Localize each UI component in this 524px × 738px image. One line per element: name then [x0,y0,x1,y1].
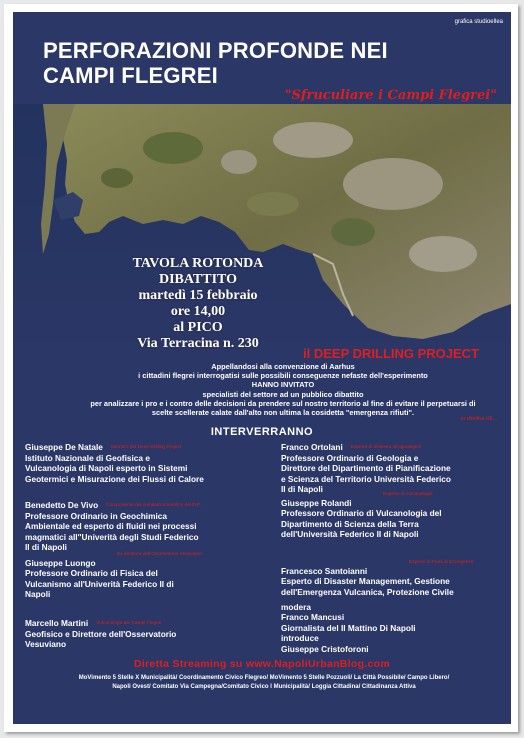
intro-line: specialisti del settore ad un pubblico dibattito [202,389,364,399]
organizers-line: Napoli Ovest/ Comitato Via Campegna/Comitato Civico I Municipalità/ Loggia Cittadina/ Cittadinanza Attiva [112,683,416,690]
event-line: TAVOLA ROTONDA [132,256,264,271]
speaker-note: Componente del comitato scientifico del D.P. [106,502,201,508]
speaker-block [281,560,507,597]
title-line: PERFORAZIONI PROFONDE NEI [43,38,388,63]
title-line: CAMPI FLEGREI [43,63,218,88]
speaker-desc: Vulcanologia di Napoli esperto in Sistemi [25,463,188,474]
speaker-desc: Geofisico e Direttore dell'Osservatorio [25,629,177,640]
speaker-desc: dell'Emergenza Vulcanica, Protezione Civile [281,586,454,597]
organizers [29,674,499,691]
speaker-name: Benedetto De Vivo [25,500,99,510]
event-address: Via Terracina n. 230 [137,336,259,351]
speaker-desc: Geotermici e Misurazione dei Flussi di Calore [25,473,204,484]
speaker-name: Giuseppe Rolandi [281,498,352,508]
speaker-block [25,552,255,600]
intro-line: scelte scellerate calate dall'alto non ultima la cosidetta "emergenza rifiuti". [151,408,415,418]
event-date: martedì 15 febbraio [138,288,258,303]
speaker-block [25,618,255,650]
poster [13,12,511,724]
speaker-desc: Professore Ordinario di Geologia e [281,453,419,464]
moderator-label: modera [281,602,311,612]
organizers-line: MoVimento 5 Stelle X Municipalità/ Coordinamento Civico Flegreo/ MoVimento 5 Stelle Pozzuoli/ La Città Possibile/ Campo Libero/ [78,675,450,681]
speaker-note: Membro del Deep Drilling Project [110,444,182,450]
speaker-desc: II di Napoli [281,484,323,495]
speaker-desc: Professore Ordinario in Geochimica [25,511,168,522]
streaming-link[interactable]: Diretta Streaming su www.NapoliUrbanBlog.com [133,658,391,670]
speaker-block [25,500,255,553]
graphic-credit: grafica studioellea [454,19,503,25]
moderator-desc: Giornalista del Il Mattino Di Napoli [281,622,416,633]
speaker-block [281,442,507,495]
speaker-name: Marcello Martini [25,618,89,628]
intro-line: i cittadini flegrei interrogatisi sulle possibili conseguenze nefaste dell'esperimento [138,371,428,381]
intro-text [73,362,493,417]
speaker-desc: Ambientale ed esperto di fluidi nei processi [25,521,197,532]
intro-line: per analizzare i pro e i contro delle decisioni da prendere sul nostro territorio al fine di evitare il perpetuarsi di [90,398,476,408]
speaker-desc: Istituto Nazionale di Geofisica e [25,453,150,464]
speaker-desc: magmatici all''Univerità degli Studi Federico [25,531,199,542]
speaker-desc: Vulcanismo all'Univerità Federico II di [25,578,174,589]
speaker-desc: e Scienza del Territorio Università Federico [281,473,451,484]
speaker-desc: Professore Ordinario di Vulcanologia del [281,508,442,519]
intro-line: HANNO INVITATO [251,380,315,390]
event-venue: al PICO [173,320,223,335]
event-details [103,256,293,352]
speaker-block [281,492,507,540]
speaker-desc: dell'Università Federico II di Napoli [281,529,419,540]
slogan: "Sfruculiare i Campi Flegrei" [284,88,497,103]
speaker-note: Ex direttore dell'Osservatorio Vesuviano [117,552,202,557]
speaker-note: Esperto di Piani di Emergenza [409,560,474,565]
speaker-name: Giuseppe Luongo [25,558,96,568]
intro-line: Appellandosi alla convenzione di Aarhus [211,362,355,371]
event-time: ore 14,00 [170,304,226,319]
speaker-note: Esperto di vulcanologia [383,492,433,497]
introducer-name: Giuseppe Cristoforoni [281,643,369,654]
moderator-block [281,602,507,654]
speaker-desc: Dipartimento di Scienza della Terra [281,518,419,529]
speaker-name: Francesco Santoianni [281,566,368,576]
speaker-desc: Vesuviano [25,639,67,650]
speaker-name: Franco Ortolani [281,442,343,452]
speaker-note: Vulcanologo dei Campi Flegrei [96,620,162,626]
introducer-label: introduce [281,633,319,644]
speaker-note: Esperto di dissesto idrogeologico [350,444,422,450]
speaker-desc: Professore Ordinario di Fisica del [25,568,158,579]
poster-title [43,38,473,88]
speakers-heading: INTERVERRANNO [210,426,314,438]
project-title: il DEEP DRILLING PROJECT [303,346,480,361]
moderator-name: Franco Mancusi [281,612,345,623]
speaker-name: Giuseppe De Natale [25,442,103,452]
event-line: DIBATTITO [158,272,238,287]
speaker-desc: Esperto di Disaster Management, Gestione [281,576,450,587]
speaker-desc: Direttore del Dipartimento di Pianificazione [281,463,451,474]
speaker-block [25,442,255,484]
intro-footnote: ex direttiva UE... [460,416,497,422]
speaker-desc: Napoli [25,589,51,600]
speaker-desc: II di Napoli [25,542,67,553]
